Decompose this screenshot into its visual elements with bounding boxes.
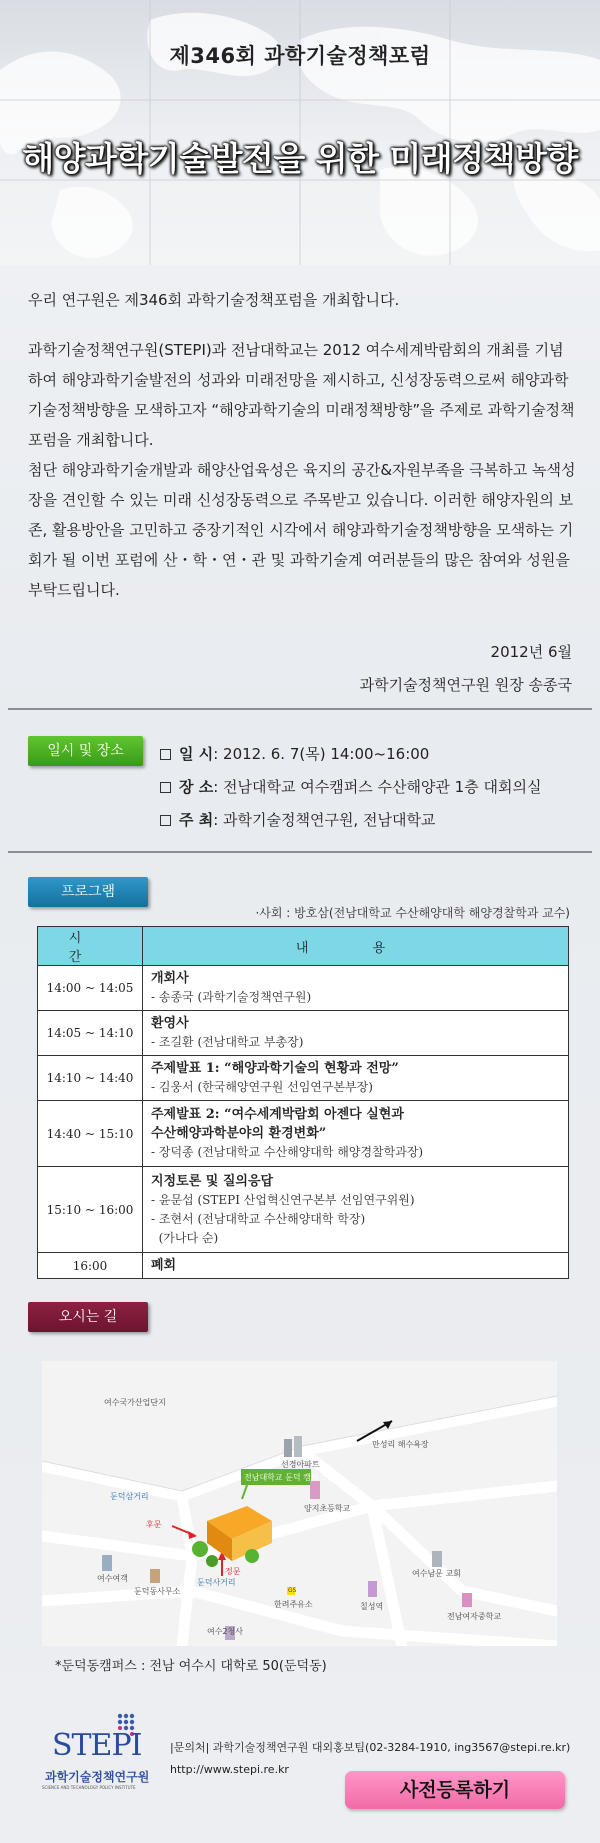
website-link[interactable]: http://www.stepi.re.kr [170,1763,289,1776]
bullet-box-icon [160,815,171,826]
map-label-dunduk-junction: 둔덕삼거리 [110,1492,149,1501]
intro-paragraph-1: 우리 연구원은 제346회 과학기술정책포럼을 개최합니다. [28,291,400,309]
row-time: 15:10 ~ 16:00 [38,1167,143,1253]
logo-subtitle: 과학기술정책연구원 [45,1770,150,1784]
schedule-tag: 일시 및 장소 [28,736,143,766]
map-label-yeosu-station: 여수여객 [97,1574,128,1583]
intro-paragraph-3: 첨단 해양과학기술개발과 해양산업육성은 육지의 공간&자원부족을 극복하고 녹색성장을 견인할 수 있는 미래 신성장동력으로 주목받고 있습니다. 이러한 해양자원의 보존, 활용방안을 고민하고 중장기적인 시각에서 해양과학기술정책방향을 모색하는 기회가 될 이번 포럼에 산・학・연・관 및 과학기술계 여러분들의 많은 참여와 성원을 부탁드립니다. [28,461,576,599]
campus-map [42,1361,557,1646]
map-label-back-gate: 후문 [146,1520,162,1529]
row-title: 주제발표 1: “해양과학기술의 현황과 전망” [151,1061,399,1076]
table-row [38,1056,569,1101]
row-time: 16:00 [38,1253,143,1279]
contact-text: |문의처| 과학기술정책연구원 대외홍보팀(02-3284-1910, ing3567@stepi.re.kr) [170,1741,571,1754]
row-title: 폐회 [151,1258,177,1273]
program-table [37,926,569,1279]
row-title: 지정토론 및 질의응답 [151,1173,274,1189]
directions-tag: 오시는 길 [28,1302,148,1332]
row-content [143,1253,569,1279]
register-button[interactable]: 사전등록하기 [345,1771,565,1809]
row-speaker: - 송종국 (과학기술정책연구원) [151,990,312,1004]
map-label-mart: 한려주유소 [274,1600,313,1609]
row-speaker: - 윤문섭 (STEPI 산업혁신연구본부 선임연구위원) [151,1192,415,1207]
map-label-chilseong: 칠성역 [360,1602,384,1611]
event-host-label: 주 최 [179,811,214,829]
signature-signer: 과학기술정책연구원 원장 송종국 [359,676,572,694]
intro-text [28,285,578,605]
table-row [38,1253,569,1279]
table-row [38,1167,569,1253]
divider [8,708,592,710]
row-speaker: - 조현서 (전남대학교 수산해양대학 학장) [151,1211,366,1226]
map-label-dunduk-office: 둔덕동사무소 [134,1587,181,1596]
table-row [38,1101,569,1167]
row-title: 개회사 [151,971,189,986]
map-label-dunduk-crossroad: 둔덕사거리 [197,1578,236,1587]
signature-date: 2012년 6월 [490,643,572,661]
event-date-label: 일 시 [179,745,214,763]
map-label-industrial: 여수국가산업단지 [104,1398,166,1407]
divider [8,851,592,853]
event-date-value: : 2012. 6. 7(목) 14:00~16:00 [213,745,430,763]
row-title: 주제발표 2: “여수세계박람회 아젠다 실현과 [151,1107,404,1122]
row-note: (가나다 순) [151,1230,219,1245]
page-title: 해양과학기술발전을 위한 미래정책방향 [22,139,578,178]
map-label-beach: 만성리 해수욕장 [372,1440,429,1449]
forum-number: 제346회 과학기술정책포럼 [169,44,431,68]
moderator-text: ·사회 : 방호삼(전남대학교 수산해양대학 해양경찰학과 교수) [255,906,570,920]
row-content [143,1011,569,1056]
column-header-content: 내 용 [143,927,569,966]
map-label-yeosu-2: 여수2청사 [207,1627,244,1636]
program-tag: 프로그램 [28,877,148,907]
row-time: 14:40 ~ 15:10 [38,1101,143,1167]
bullet-box-icon [160,749,171,760]
table-row [38,1011,569,1056]
map-label-yangji: 양지초등학교 [304,1504,351,1513]
map-label-campus: 전남대학교 둔덕 캠퍼스 [244,1473,327,1482]
event-venue-row [160,771,541,804]
event-host-row [160,804,541,837]
row-content [143,1101,569,1167]
logo-english: SCIENCE AND TECHNOLOGY POLICY INSTITUTE [42,1785,136,1790]
row-content [143,966,569,1011]
row-speaker: - 김웅서 (한국해양연구원 선임연구본부장) [151,1080,373,1094]
campus-address: *둔덕동캠퍼스 : 전남 여수시 대학로 50(둔덕동) [55,1659,327,1674]
map-label-girls-school: 전남여자중학교 [447,1612,502,1621]
row-time: 14:05 ~ 14:10 [38,1011,143,1056]
event-date-row [160,738,541,771]
stepi-logo [40,1710,150,1795]
map-label-sign: GS [288,1587,297,1594]
column-header-time: 시 간 [38,927,143,966]
intro-paragraph-2: 과학기술정책연구원(STEPI)과 전남대학교는 2012 여수세계박람회의 개최를 기념하여 해양과학기술발전의 성과와 미래전망을 제시하고, 신성장동력으로써 해양과학기술정책방향을 모색하고자 “해양과학기술의 미래정책방향”을 주제로 과학기술정책포럼을 개최합니다. [28,341,575,449]
map-label-front-gate: 정문 [225,1567,241,1576]
row-time: 14:10 ~ 14:40 [38,1056,143,1101]
row-content [143,1056,569,1101]
row-speaker: - 조길환 (전남대학교 부총장) [151,1035,304,1049]
event-info [160,738,541,837]
row-content [143,1167,569,1253]
event-host-value: : 과학기술정책연구원, 전남대학교 [213,811,436,829]
event-venue-label: 장 소 [179,778,214,796]
map-label-church: 여수남문 교회 [412,1569,461,1578]
map-label-seonkyung: 선경아파트 [281,1460,320,1469]
table-row [38,966,569,1011]
bullet-box-icon [160,782,171,793]
row-title: 환영사 [151,1016,189,1031]
row-speaker: - 장덕종 (전남대학교 수산해양대학 해양경찰학과장) [151,1145,424,1159]
header-banner [0,0,600,265]
signature [360,636,572,702]
row-title-continued: 수산해양과학분야의 환경변화” [151,1126,327,1141]
row-time: 14:00 ~ 14:05 [38,966,143,1011]
event-venue-value: : 전남대학교 여수캠퍼스 수산해양관 1층 대회의실 [213,778,542,796]
logo-text: STEPI [52,1728,142,1763]
